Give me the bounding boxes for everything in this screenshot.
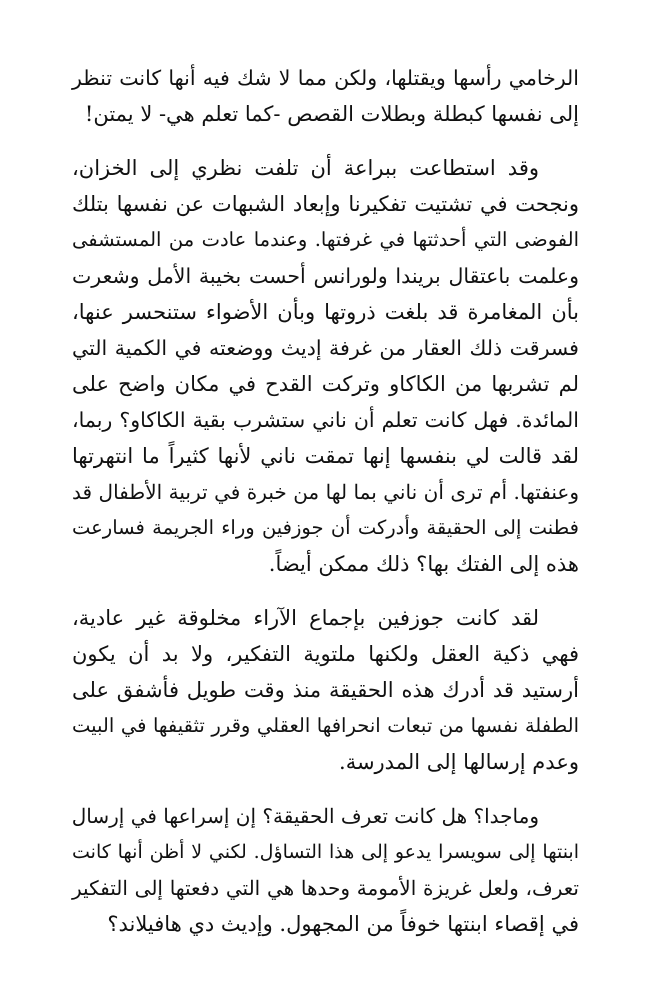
paragraph-3 xyxy=(72,600,579,780)
text-line: وماجدا؟ هل كانت تعرف الحقيقة؟ إن إسراعها في إرسال xyxy=(71,804,539,828)
text-line: لقد كانت جوزفين بإجماع الآراء مخلوقة غير عادية، xyxy=(72,606,539,630)
text-line: في إقصاء ابنتها خوفاً من المجهول. وإديث دي هافيلاند؟ xyxy=(107,912,579,936)
text-line: الفوضى التي أحدثتها في غرفتها. وعندما عادت من المستشفى xyxy=(72,228,579,251)
paragraph-2 xyxy=(72,150,579,582)
paragraph-4 xyxy=(72,798,579,942)
text-line: وعنفتها. أم ترى أن ناني بما لها من خبرة في تربية الأطفال قد xyxy=(72,480,579,504)
text-line: لقد قالت لي بنفسها إنها تمقت ناني لأنها كثيراً ما انتهرتها xyxy=(72,444,579,468)
text-line: الرخامي رأسها ويقتلها، ولكن مما لا شك فيه أنها كانت تنظر xyxy=(72,66,579,90)
text-line: فطنت إلى الحقيقة وأدركت أن جوزفين وراء الجريمة فسارعت xyxy=(72,516,579,539)
text-line: لم تشربها من الكاكاو وتركت القدح في مكان واضح على xyxy=(72,372,579,396)
text-line: تعرف، ولعل غريزة الأمومة وحدها هي التي دفعتها إلى التفكير xyxy=(72,876,579,900)
text-line: ابنتها إلى سويسرا يدعو إلى هذا التساؤل. لكني لا أظن أنها كانت xyxy=(72,841,579,863)
text-line: ونجحت في تشتيت تفكيرنا وإبعاد الشبهات عن نفسها بتلك xyxy=(72,192,579,216)
text-line: وقد استطاعت ببراعة أن تلفت نظري إلى الخزان، xyxy=(72,156,539,180)
text-line: هذه إلى الفتك بها؟ ذلك ممكن أيضاً. xyxy=(268,552,579,576)
text-line: وعلمت باعتقال بريندا ولورانس أحست بخيبة الأمل وشعرت xyxy=(72,264,579,288)
text-line: إلى نفسها كبطلة وبطلات القصص -كما تعلم هي- لا يمتن! xyxy=(84,102,579,126)
paragraph-1 xyxy=(72,60,579,132)
text-line: فسرقت ذلك العقار من غرفة إديث ووضعته في الكمية التي xyxy=(72,336,579,360)
text-line: وعدم إرسالها إلى المدرسة. xyxy=(339,750,579,774)
text-line: بأن المغامرة قد بلغت ذروتها وبأن الأضواء ستنحسر عنها، xyxy=(72,300,579,324)
text-line: فهي ذكية العقل ولكنها ملتوية التفكير، ولا بد أن يكون xyxy=(72,642,579,666)
text-line: الطفلة نفسها من تبعات انحرافها العقلي وقرر تثقيفها في البيت xyxy=(72,714,579,737)
text-line: أرستيد قد أدرك هذه الحقيقة منذ وقت طويل فأشفق على xyxy=(72,678,579,702)
text-line: المائدة. فهل كانت تعلم أن ناني ستشرب بقية الكاكاو؟ ربما، xyxy=(72,408,579,432)
